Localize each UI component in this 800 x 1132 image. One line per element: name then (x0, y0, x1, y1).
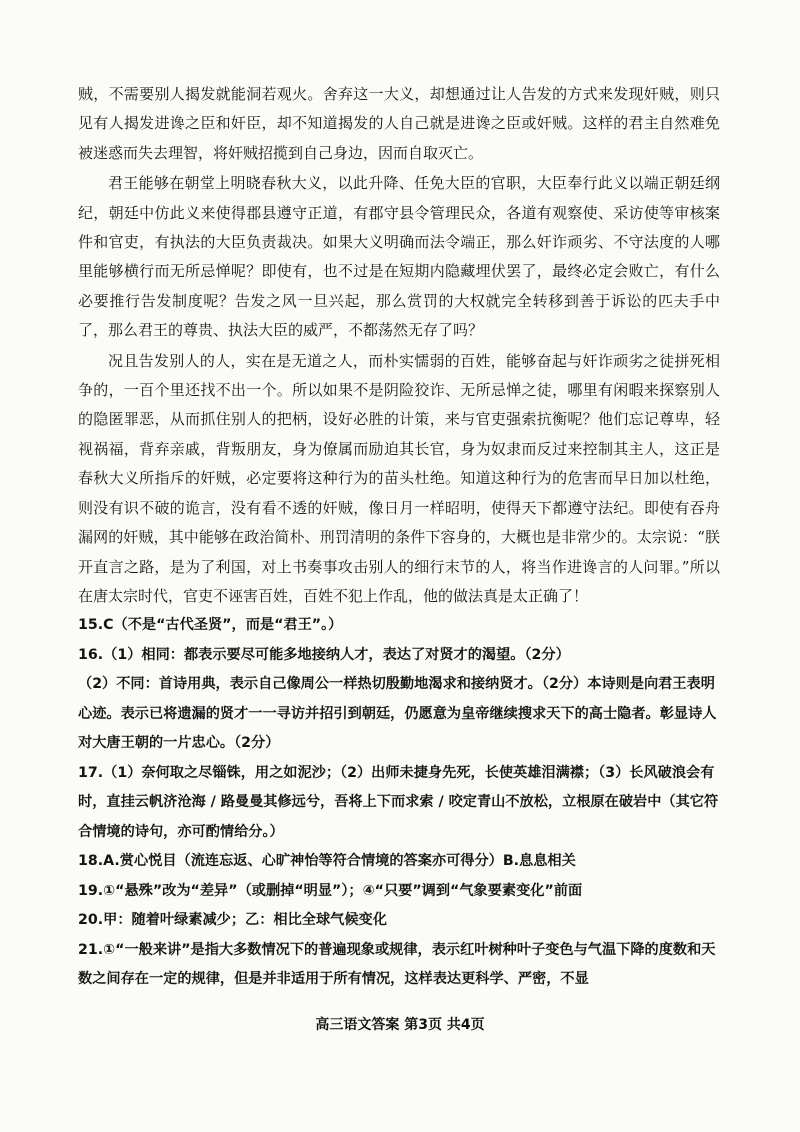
document-body (78, 80, 720, 995)
answer-16-part-2: （2）不同：首诗用典，表示自己像周公一样热切殷勤地渴求和接纳贤才。（2分）本诗则是向君王表明心迹。表示已将遗漏的贤才一一寻访并招引到朝廷，仍愿意为皇帝继续搜求天下的高士隐者。彰显诗人对大唐王朝的一片忠心。（2分） (78, 676, 717, 752)
answer-18: 18.A.赏心悦目（流连忘返、心旷神怡等符合情境的答案亦可得分）B.息息相关 (78, 853, 576, 870)
answer-20: 20.甲：随着叶绿素减少；乙：相比全球气候变化 (78, 912, 387, 929)
passage-paragraph-2: 君王能够在朝堂上明晓春秋大义，以此升降、任免大臣的官职，大臣奉行此义以端正朝廷纲纪，朝廷中仿此义来使得郡县遵守正道，有郡守县令管理民众，各道有观察使、采访使等审核案件和官吏，有执法的大臣负责裁决。如果大义明确而法令端正，那么奸诈顽劣、不守法度的人哪里能够横行而无所忌惮呢？即使有，也不过是在短期内隐藏埋伏罢了，最终必定会败亡，有什么必要推行告发制度呢？告发之风一旦兴起，那么赏罚的大权就完全转移到善于诉讼的匹夫手中了，那么君王的尊贵、执法大臣的威严，不都荡然无存了吗？ (78, 174, 720, 340)
answer-19: 19.①“悬殊”改为“差异”（或删掉“明显”）；④“只要”调到“气象要素变化”前面 (78, 882, 583, 899)
passage-paragraph-1: 贼，不需要别人揭发就能洞若观火。舍弃这一大义，却想通过让人告发的方式来发现奸贼，则只见有人揭发进谗之臣和奸臣，却不知道揭发的人自己就是进谗之臣或奸贼。这样的君主自然难免被迷惑而失去理智，将奸贼招揽到自己身边，因而自取灭亡。 (78, 85, 720, 162)
passage-paragraph-3: 况且告发别人的人，实在是无道之人，而朴实懦弱的百姓，能够奋起与奸诈顽劣之徒拼死相争的，一百个里还找不出一个。所以如果不是阴险狡诈、无所忌惮之徒，哪里有闲暇来探察别人的隐匿罪恶，从而抓住别人的把柄，设好必胜的计策，来与官吏强索抗衡呢？他们忘记尊卑，轻视祸福，背弃亲戚，背叛朋友，身为僚属而励迫其长官，身为奴隶而反过来控制其主人，这正是春秋大义所指斥的奸贼，必定要将这种行为的苗头杜绝。知道这种行为的危害而早日加以杜绝，则没有识不破的诡言，没有看不透的奸贼，像日月一样昭明，使得天下都遵守法纪。即使有吞舟漏网的奸贼，其中能够在政治简朴、刑罚清明的条件下容身的，大概也是非常少的。太宗说：“朕开直言之路，是为了利国，对上书奏事攻击别人的细行末节的人，将当作进谗言的人问罪。”所以在唐太宗时代，官吏不诬害百姓，百姓不犯上作乱，他的做法真是太正确了！ (78, 351, 720, 605)
answer-17: 17.（1）奈何取之尽锱铢，用之如泥沙；（2）出师未捷身先死，长使英雄泪满襟；（3）长风破浪会有时，直挂云帆济沧海 / 路曼曼其修远兮，吾将上下而求索 / 咬定青山不放松，立根原在破岩中（其它符合情境的诗句，亦可酌情给分。） (78, 764, 719, 840)
page-footer: 高三语文答案 第3页 共4页 (315, 1017, 485, 1033)
answer-21: 21.①“一般来讲”是指大多数情况下的普遍现象或规律，表示红叶树种叶子变色与气温下降的度数和天数之间存在一定的规律，但是并非适用于所有情况，这样表达更科学、严密，不显 (78, 941, 716, 988)
answer-16-part-1: 16.（1）相同：都表示要尽可能多地接纳人才，表达了对贤才的渴望。（2分） (78, 646, 570, 663)
answer-15: 15.C（不是“古代圣贤”，而是“君王”。） (78, 617, 343, 634)
